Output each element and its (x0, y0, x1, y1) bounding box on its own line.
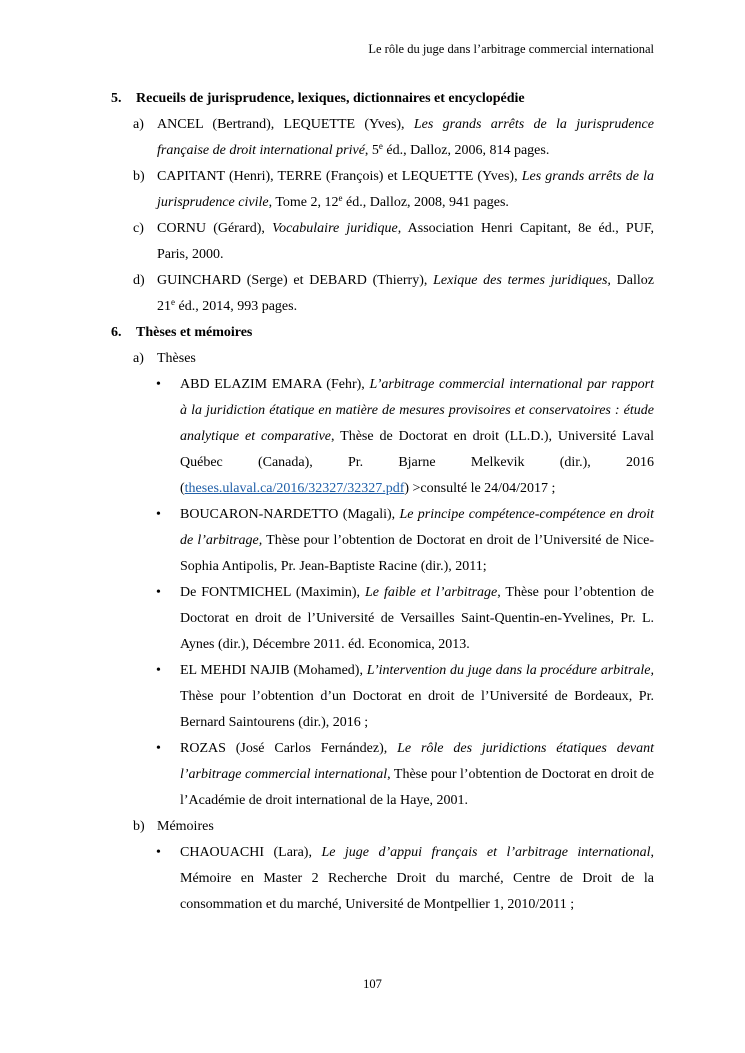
entry-title: Le rôle des juridictions étatiques devant l’arbitrage commercial international (180, 741, 655, 782)
thesis-entry-4 (111, 658, 654, 736)
section-5-heading (111, 86, 654, 112)
entry-details: Dalloz 21 (157, 273, 654, 314)
entry-details: , Mémoire en Master 2 Recherche Droit du marché, Centre de Droit de la consommation et du marché, Université de Montpellier 1, 2010/2011 ; (180, 845, 655, 912)
entry-authors: De FONTMICHEL (Maximin), (180, 585, 365, 600)
bullet-icon: • (156, 845, 161, 860)
entry-title: L’arbitrage commercial international par rapport à la juridiction étatique en matière de mesures provisoires et conservatoires : étude analytique et comparative (180, 377, 654, 444)
entry-title: Vocabulaire juridique (272, 221, 398, 236)
entry-details: , Association Henri Capitant, 8e éd., PUF, Paris, 2000. (157, 221, 654, 262)
entry-authors: EL MEHDI NAJIB (Mohamed), (180, 663, 367, 678)
entry-details: , Thèse de Doctorat en droit (LL.D.), Université Laval Québec (Canada), Pr. Bjarne Melkevik (dir.), 2016 ( (180, 429, 654, 496)
entry-authors: CORNU (Gérard), (157, 221, 273, 236)
entry-details: éd., Dalloz, 2008, 941 pages. (342, 195, 509, 210)
thesis-entry-5 (111, 736, 654, 814)
entry-details: , Tome 2, 12 (268, 195, 339, 210)
entry-label: a) (133, 117, 144, 132)
section-number: 5. (111, 91, 122, 106)
section-title: Recueils de jurisprudence, lexiques, dictionnaires et encyclopédie (136, 91, 525, 106)
entry-authors: CAPITANT (Henri), TERRE (François) et LEQUETTE (Yves), (157, 169, 522, 184)
edition-superscript: e (378, 141, 383, 151)
subsection-label: b) (133, 819, 145, 834)
entry-details: éd., Dalloz, 2006, 814 pages. (382, 143, 550, 158)
section-number: 6. (111, 325, 122, 340)
entry-title: L’intervention du juge dans la procédure arbitrale, (366, 663, 654, 678)
bibliography-content (111, 86, 654, 918)
bib-entry-5b (111, 164, 654, 216)
bib-entry-5d (111, 268, 654, 320)
entry-details: ) >consulté le 24/04/2017 ; (404, 481, 556, 496)
thesis-link[interactable]: theses.ulaval.ca/2016/32327/32327.pdf (184, 481, 405, 496)
entry-details: , 5 (364, 143, 379, 158)
section-6-heading (111, 320, 654, 346)
entry-label: d) (133, 273, 145, 288)
entry-authors: BOUCARON-NARDETTO (Magali), (180, 507, 400, 522)
entry-authors: ANCEL (Bertrand), LEQUETTE (Yves), (157, 117, 414, 132)
entry-title: Le juge d’appui français et l’arbitrage international (321, 845, 651, 860)
page-number: 107 (363, 977, 382, 991)
bullet-icon: • (156, 377, 161, 392)
subsection-theses (111, 346, 654, 372)
entry-title: Le principe compétence-compétence en droit de l’arbitrage, (180, 507, 654, 548)
edition-superscript: e (171, 297, 175, 307)
subsection-memoires (111, 814, 654, 840)
entry-details: Thèse pour l’obtention d’un Doctorat en droit de l’Université de Bordeaux, Pr. Bernard Saintourens (dir.), 2016 ; (180, 689, 654, 730)
entry-details: , Thèse pour l’obtention de Doctorat en droit de l’Académie de droit international de la Haye, 2001. (180, 767, 654, 808)
entry-label: c) (133, 221, 144, 236)
subsection-title: Thèses (157, 351, 196, 366)
entry-details: éd., 2014, 993 pages. (175, 299, 298, 314)
bullet-icon: • (156, 585, 161, 600)
bib-entry-5a (111, 112, 654, 164)
entry-authors: CHAOUACHI (Lara), (180, 845, 322, 860)
memoire-entry-1 (111, 840, 654, 918)
edition-superscript: e (338, 193, 343, 203)
entry-authors: ABD ELAZIM EMARA (Fehr), (180, 377, 370, 392)
entry-details: , Thèse pour l’obtention de Doctorat en droit de l’Université de Versailles Saint-Quentin-en-Yvelines, Pr. L. Aynes (dir.), Décembre 2011. éd. Economica, 2013. (180, 585, 654, 652)
entry-label: b) (133, 169, 145, 184)
section-title: Thèses et mémoires (136, 325, 253, 340)
thesis-entry-2 (111, 502, 654, 580)
bib-entry-5c (111, 216, 654, 268)
entry-authors: GUINCHARD (Serge) et DEBARD (Thierry), (157, 273, 434, 288)
subsection-title: Mémoires (157, 819, 214, 834)
bullet-icon: • (156, 663, 161, 678)
entry-title: Le faible et l’arbitrage (365, 585, 498, 600)
entry-authors: ROZAS (José Carlos Fernández), (180, 741, 398, 756)
thesis-entry-3 (111, 580, 654, 658)
entry-title: Lexique des termes juridiques, (433, 273, 611, 288)
entry-title: Les grands arrêts de la jurisprudence civile (157, 169, 654, 210)
entry-details: Thèse pour l’obtention de Doctorat en droit de l’Université de Nice-Sophia Antipolis, Pr. Jean-Baptiste Racine (dir.), 2011; (180, 533, 655, 574)
subsection-label: a) (133, 351, 144, 366)
entry-title: Les grands arrêts de la jurisprudence française de droit international privé (157, 117, 654, 158)
bullet-icon: • (156, 507, 161, 522)
thesis-entry-1 (111, 372, 654, 502)
bullet-icon: • (156, 741, 161, 756)
running-header: Le rôle du juge dans l’arbitrage commercial international (368, 42, 654, 56)
